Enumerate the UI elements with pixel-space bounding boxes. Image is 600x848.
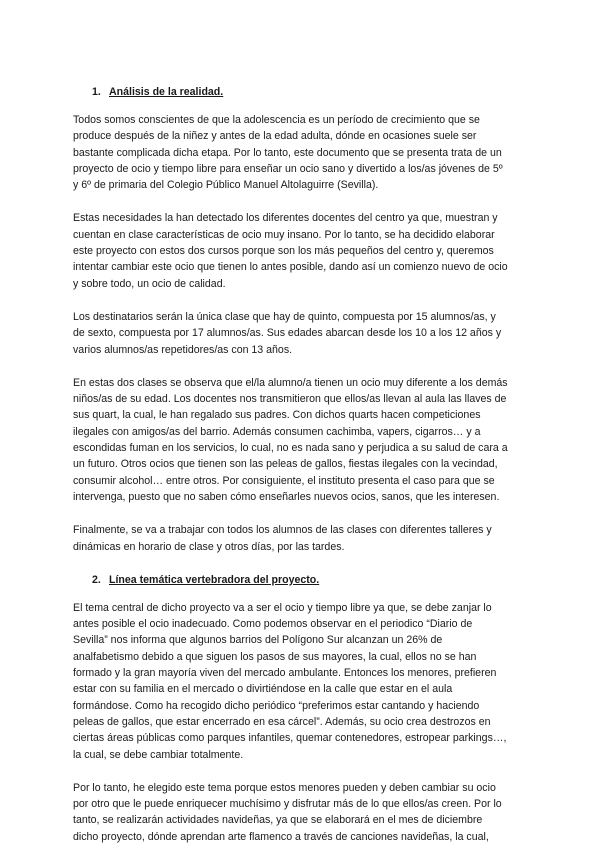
text-line: estar con su familia en el mercado o divirtiéndose en la calle que estar en el aula [73,683,453,696]
text-line: consumir alcohol… entre otros. Por consiguiente, el instituto presenta el caso para que se [73,474,495,487]
text-line: un futuro. Otros ocios que tienen son las peleas de gallos, fiestas ilegales con la vecindad, [73,458,498,471]
text-line: y 6º de primaria del Colegio Público Manuel Altolaguirre (Sevilla). [73,179,379,192]
text-line: escondidas fuman en los servicios, lo cual, no es nada sano y perjudica a su salud de cara a [73,442,508,455]
section-title: Análisis de la realidad. [109,86,224,98]
text-line: sus quart, la cual, le han regalado sus padres. Con dichos quarts hacen competiciones [73,409,481,422]
section-number: 2. [92,573,101,586]
text-line: ciertas áreas públicas como parques infantiles, quemar contenedores, estropear parkings…, [73,732,507,745]
text-line: Estas necesidades la han detectado los diferentes docentes del centro ya que, muestran y [73,212,498,225]
text-line: por otro que le puede enriquecer muchísimo y disfrutar más de lo que ellos/as creen. Por lo [73,798,502,811]
text-line: dicho proyecto, dónde aprendan arte flamenco a través de canciones navideñas, la cual, [73,830,489,843]
text-line: peleas de gallos, que estar encerrado en esa cárcel”. Además, su ocio crea destrozos en [73,715,491,728]
text-line: de sexto, compuesta por 17 alumnos/as. Sus edades abarcan desde los 10 a los 12 años y [73,327,502,340]
paragraph [73,309,528,358]
text-line: ilegales con amigos/as del barrio. Además consumen cachimba, vapers, cigarros… y a [73,425,481,438]
text-line: intentar cambiar este ocio que tienen lo antes posible, dando así un comienzo nuevo de ocio [73,261,508,274]
text-line: En estas dos clases se observa que el/la alumno/a tienen un ocio muy diferente a los demás [73,376,508,389]
section-number: 1. [92,86,101,98]
text-line: la cual, se debe cambiar totalmente. [73,748,244,761]
paragraph [73,375,528,505]
paragraph [73,522,528,555]
text-line: formándose. Como ha recogido dicho periódico “preferimos estar cantando y haciendo [73,699,480,712]
paragraph [73,600,528,763]
text-line: antes posible el ocio inadecuado. Como podemos observar en el periodico “Diario de [73,618,473,631]
text-line: Por lo tanto, he elegido este tema porque estos menores pueden y deben cambiar su ocio [73,781,496,794]
text-line: El tema central de dicho proyecto va a ser el ocio y tiempo libre ya que, se debe zanjar lo [73,601,492,614]
text-line: Todos somos conscientes de que la adolescencia es un período de crecimiento que se [73,114,480,126]
text-line: produce después de la niñez y antes de la edad adulta, dónde en ocasiones suele ser [73,130,477,143]
text-line: analfabetismo debido a que siguen los pasos de sus mayores, la cual, ellos no se han [73,650,477,663]
paragraph [73,210,528,291]
text-line: este proyecto con estos dos cursos porque son los más pequeños del centro y, queremos [73,245,494,258]
text-line: bastante complicada dicha etapa. Por lo tanto, este documento que se presenta trata de un [73,146,502,159]
text-line: formado y la gran mayoría viven del mercado ambulante. Entonces los menores, prefieren [73,667,497,680]
text-line: Sevilla” nos informa que algunos barrios del Polígono Sur alcanzan un 26% de [73,634,443,647]
text-line: proyecto de ocio y tiempo libre para enseñar un ocio sano y divertido a los/as jóvenes de 5º [73,162,503,175]
paragraph [73,780,528,845]
paragraph [73,112,528,193]
text-line: intervenga, puesto que no saben cómo enseñarles nuevos ocios, sanos, que les interesen. [73,490,500,503]
document-page [73,84,528,845]
section-title: Línea temática vertebradora del proyecto. [109,573,320,586]
text-line: varios alumnos/as repetidores/as con 13 años. [73,343,293,356]
text-line: y sobre todo, un ocio de calidad. [73,277,226,290]
text-line: Los destinatarios serán la única clase que hay de quinto, compuesta por 15 alumnos/as, y [73,310,496,323]
section-heading-analysis [73,84,528,100]
text-line: dinámicas en horario de clase y otros días, por las tardes. [73,540,345,553]
text-line: tanto, se realizarán actividades navideñas, ya que se elaborará en el mes de diciembre [73,814,483,827]
section-heading-thematic-line [73,572,528,588]
text-line: niños/as de su edad. Los docentes nos transmitieron que ellos/as llevan al aula las llaves de [73,393,507,406]
text-line: cuentan en clase características de ocio muy insano. Por lo tanto, se ha decidido elaborar [73,228,495,241]
text-line: Finalmente, se va a trabajar con todos los alumnos de las clases con diferentes talleres y [73,524,492,537]
